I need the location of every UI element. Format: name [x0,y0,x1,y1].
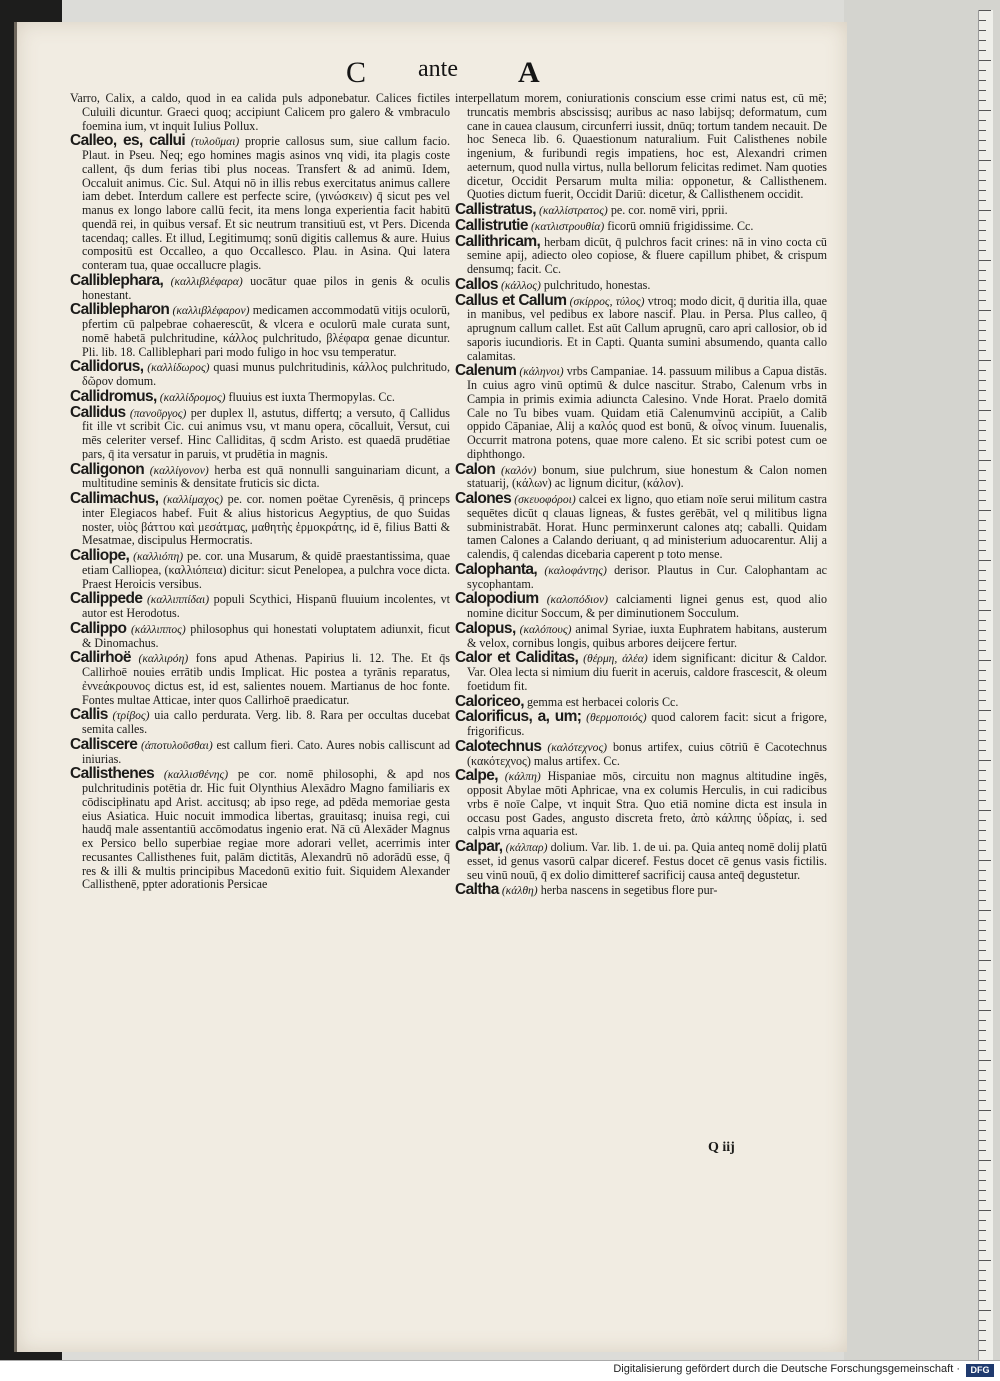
scan-ruler [978,10,993,1360]
definition: derisor. Plautus in Cur. Calophantam ac sycophantam. [467,562,827,591]
greek-equivalent: (τυλοῦμαι) [190,135,240,149]
dictionary-entry [455,883,827,898]
ruler-tick [979,410,991,411]
definition: uocātur quae pilos in genis & oculis honestant. [82,273,450,302]
headword: Callis [70,706,108,724]
ruler-tick [979,540,986,541]
ruler-tick [979,70,986,71]
running-head-center: ante [418,56,458,82]
ruler-tick [979,1100,986,1101]
definition: herbam dicūt, q̄ pulchros facit crines: nā in vino cocta cū semine apij, adiecto oleo copiose, & fluere capillum phibet, & crispum densumq; facit. Cc. [467,234,827,276]
ruler-tick [979,940,986,941]
ruler-tick [979,130,986,131]
ruler-tick [979,1140,986,1141]
greek-equivalent: (καλοπόδιον) [546,593,609,607]
ruler-tick [979,900,986,901]
dictionary-entry [455,492,827,562]
definition: gemma est herbacei coloris Cc. [526,694,679,709]
headword: Caloriceo, [455,692,524,710]
funding-note: Digitalisierung gefördert durch die Deutsche Forschungsgemeinschaft · [613,1363,960,1375]
dictionary-entry [455,460,827,492]
ruler-tick [979,120,986,121]
ruler-tick [979,1080,986,1081]
running-head-left: C [346,56,367,89]
ruler-tick [979,1090,986,1091]
ruler-tick [979,100,986,101]
definition: quasi munus pulchritudinis, κάλλος pulchritudo, δῶρον domum. [82,360,450,388]
ruler-tick [979,350,986,351]
ruler-tick [979,1270,986,1271]
ruler-tick [979,730,986,731]
definition: animal Syriae, iuxta Euphratem habitans, austerum & velox, cornibus longis, quibus arbores deijcere fertur. [467,621,827,650]
ruler-tick [979,450,986,451]
dictionary-entry [455,710,827,739]
dictionary-entry [70,134,450,273]
definition: Hispaniae mōs, circuitu non magnus altitudine ingēs, opposit Abylae mōti Aphricae, vna ex columis Herculis, in cui radicibus vrbs ē noīe Calpe, vt inquit Stra. Quo etiā nomine dicta est insula in occasu post Gades, angusto discreta freto, ἀπὸ κάλπης ὑδρίας, i. sed calpis vrna aquaria est. [467,769,828,839]
ruler-tick [979,470,986,471]
ruler-tick [979,50,986,51]
ruler-tick [979,300,986,301]
ruler-tick [979,1010,991,1011]
ruler-tick [979,790,986,791]
ruler-tick [979,1040,986,1041]
ruler-tick [979,170,986,171]
headword: Callos [455,275,498,293]
dictionary-entry [455,592,827,621]
greek-equivalent: (κάλλιππος) [130,622,186,636]
greek-equivalent: (κάλπη) [504,770,541,784]
headword: Calleo, es, callui [70,132,186,150]
definition: populi Scythici, Hispanū fluuium incolentes, vt autor est Herodotus. [82,592,450,620]
definition: pulchritudo, honestas. [543,277,651,292]
ruler-tick [979,620,986,621]
ruler-tick [979,460,991,461]
definition: vtroq; modo dicit, q̄ duritia illa, quae in manibus, vel pedibus ex labore nascif. Plau. in Persa. Plus calleo, q̄ aprugnum callum callet. Est aūt Callum aprugnū, caro apri callosior, ob id saporis iucundioris. Et in Capti. Quanta sumini absumendo, quanta callo calamitas. [467,293,827,363]
ruler-tick [979,920,986,921]
signature-mark: Q iij [708,1140,735,1155]
ruler-tick [979,150,986,151]
dictionary-entry [70,271,450,303]
ruler-tick [979,640,986,641]
greek-equivalent: (καλλιβλέφαρον) [172,304,250,318]
ruler-tick [979,40,986,41]
ruler-tick [979,400,986,401]
ruler-tick [979,160,991,161]
dictionary-entry [70,767,450,892]
dictionary-entry [455,619,827,651]
ruler-tick [979,320,986,321]
ruler-tick [979,330,986,331]
headword: Callistrutie [455,216,528,234]
headword: Calones [455,490,512,507]
dictionary-entry [70,735,450,767]
ruler-tick [979,220,986,221]
ruler-tick [979,660,991,661]
ruler-tick [979,440,986,441]
dictionary-entry [70,92,450,133]
ruler-tick [979,1060,991,1061]
greek-equivalent: (σκίρρος, τύλος) [569,294,645,308]
ruler-tick [979,610,991,611]
ruler-tick [979,960,991,961]
ruler-tick [979,1260,991,1261]
ruler-tick [979,530,986,531]
ruler-tick [979,930,986,931]
ruler-tick [979,550,986,551]
dictionary-entry [70,549,450,591]
ruler-tick [979,1340,986,1341]
headword: Calliscere [70,735,138,753]
greek-equivalent: (πανοῦργος) [129,406,187,420]
dictionary-entry [70,460,450,492]
dictionary-entry [455,216,827,234]
ruler-tick [979,680,986,681]
definition: herba est quā nonnulli sanguinariam dicunt, a multitudine seminis & densitate fruticis sic dicta. [82,462,450,491]
dictionary-entry [70,708,450,737]
footer-bar [0,1360,1000,1381]
greek-equivalent: (καλλίγονον) [149,463,209,477]
ruler-tick [979,390,986,391]
greek-equivalent: (κατλιστρουθία) [530,219,605,233]
greek-equivalent: (θερμοποιός) [586,711,647,725]
greek-equivalent: (κάλπαρ) [505,841,548,854]
headword: Calorificus, a, um; [455,708,582,726]
greek-equivalent: (θέρμη, ἀλέα) [583,652,648,666]
ruler-tick [979,780,986,781]
ruler-tick [979,770,986,771]
dictionary-entry [455,364,827,461]
ruler-tick [979,1120,986,1121]
headword: Callidorus, [70,358,144,376]
ruler-tick [979,1110,991,1111]
headword: Callisthenes [70,765,155,783]
ruler-tick [979,800,986,801]
headword: Callidus [70,403,126,421]
greek-equivalent: (καλλίδωρος) [147,361,210,375]
definition: medicamen accommodatū vitijs oculorū, pfertim cū palpebrae cohaerescūt, & vlcera e oculorū male curata sunt, nomē habetā pulchritudine, κάλλος pulchritudo, βλέφαρα genae dicuntur. Pli. lib. 18. Calliblephari pari modo fuligo in hoc vsu temperatur. [82,303,450,359]
ruler-tick [979,140,986,141]
dictionary-entry [455,92,827,202]
ruler-tick [979,280,986,281]
ruler-tick [979,810,991,811]
ruler-tick [979,10,991,11]
ruler-tick [979,230,986,231]
ruler-tick [979,760,991,761]
dictionary-entry [455,692,827,710]
dictionary-entry [455,560,827,592]
ruler-tick [979,510,991,511]
dfg-logo: DFG [966,1364,994,1377]
ruler-tick [979,670,986,671]
dictionary-entry [70,619,451,651]
dictionary-entry [70,387,450,405]
ruler-tick [979,850,986,851]
dictionary-entry [70,303,450,359]
ruler-tick [979,250,986,251]
definition: interpellatum morem, coniurationis conscium esse crimi natus est, cū mē; truncatis membris abscissisq; auribus ac naso labijsq; deformatum, cum cane in cauea clausum, circunferri iussit, dnūq; tortum tandem necauit. De hoc Seneca lib. 6. Quaestionum naturalium. Fuit Calisthenes nobile ingenium, & furibundi regis impatiens, hoc est, Alexandri crimen aeternum, quod nulla virtus, nulla bellorum felicitas redimet. Nam quoties dicetur, Occidit Persarum multa milia: opponetur, & Callisthenem. Quoties dictum fuerit, Occidit Dariū: dicetur, & Callisthenem occidit. [455,91,827,202]
ruler-tick [979,1290,986,1291]
greek-equivalent: (τρίβος) [112,709,150,723]
ruler-tick [979,1030,986,1031]
ruler-tick [979,1190,986,1191]
ruler-tick [979,180,986,181]
definition: uia callo perdurata. Verg. lib. 8. Rara per occultas ducebat semita calles. [82,708,450,736]
definition: ficorū omniū frigidissime. Cc. [607,218,754,233]
ruler-tick [979,750,986,751]
dictionary-entry [455,769,827,839]
ruler-tick [979,1170,986,1171]
dictionary-entry [70,592,450,621]
definition: Varro, Calix, a caldo, quod in ea calida puls adponebatur. Calices fictiles Culuili dicuntur. Graeci quoq; accipiunt Calicem pro galero & vmbraculo foemina ium, vt inquit Iulius Pollux. [70,91,450,133]
greek-equivalent: (ἀποτυλοῦσθαι) [140,738,213,752]
headword: Calenum [455,362,517,380]
greek-equivalent: (καλλιόπη) [133,550,184,563]
headword: Callus et Callum [455,291,567,309]
definition: fons apud Athenas. Papirius li. 12. The. Et q̄s Callirhoē nouies errātib undis Implicat. Hic postea a tyrānis reparatus, ἐννεάκρουνος dictus est, id est, salientes nouem. Martianus de hoc fonte. Fontes multae Atticae, inter quos Callirhoē praedicatur. [82,651,450,707]
ruler-tick [979,560,991,561]
ruler-tick [979,80,986,81]
headword: Caltha [455,881,499,899]
ruler-tick [979,1000,986,1001]
ruler-tick [979,740,986,741]
definition: pe. cor. nomen poëtae Cyrenēsis, q̄ princeps inter Elegiacos habef. Fuit & alius historicus Aegyptius, de quo Suidas noster, υἱὸς βάττου καὶ μεσάτμας, μαθητὴς ἑρμοκράτης, id ē, filius Batti & Mesatmae, discipulus Hermocratis. [82,492,450,548]
headword: Callithricam, [455,232,541,250]
ruler-tick [979,490,986,491]
ruler-tick [979,1330,986,1331]
ruler-tick [979,340,986,341]
ruler-tick [979,430,986,431]
ruler-tick [979,980,986,981]
greek-equivalent: (καλότεχνος) [547,740,608,754]
ruler-tick [979,970,986,971]
definition: quod calorem facit: sicut a frigore, frigorificus. [467,710,827,738]
ruler-tick [979,310,991,311]
headword: Calliblepharon [70,301,170,319]
ruler-tick [979,1230,986,1231]
headword: Calligonon [70,460,145,478]
dictionary-entry [455,203,827,218]
ruler-tick [979,1240,986,1241]
ruler-tick [979,890,986,891]
ruler-tick [979,1210,991,1211]
ruler-tick [979,380,986,381]
ruler-tick [979,290,986,291]
ruler-tick [979,270,986,271]
greek-equivalent: (καλλιβλέφαρα) [170,274,243,288]
ruler-tick [979,690,986,691]
dictionary-entry [455,275,827,293]
definition: vrbs Campaniae. 14. passuum milibus a Capua distās. In cuius agro vinū optimū & dulce nascitur. Strabo, Calenum vrbs in Campia in primis eximia adiuncta Calesino. Vnde Horat. Praelo domitā Cale no Tu bibes vuam. Quidam etiā Calenumvinū accipiūt, a Calib oppido Cāpaniae, Alij a καλός quod est bonū, & οἶνος vinum. Iuuenalis, Occurrit matrona potens, quae more caleno. Et sic scribi potest cum oe diphthongo. [467,364,828,461]
definition: fluuius est iuxta Thermopylas. Cc. [228,389,395,404]
ruler-tick [979,1130,986,1131]
ruler-tick [979,710,991,711]
ruler-tick [979,1300,986,1301]
headword: Callippo [70,619,127,637]
ruler-tick [979,360,991,361]
left-column [70,92,450,893]
headword: Calliblephara, [70,271,164,289]
headword: Calliope, [70,547,130,564]
ruler-tick [979,1160,991,1161]
definition: est callum fieri. Cato. Aures nobis calliscunt ad iniurias. [82,737,450,766]
ruler-tick [979,420,986,421]
dictionary-entry [70,360,450,389]
greek-equivalent: (καλλίδρομος) [159,390,226,404]
ruler-tick [979,1070,986,1071]
scan-background-strip [844,0,1000,1360]
dictionary-entry [70,492,450,548]
ruler-tick [979,990,986,991]
dictionary-entry [455,737,827,769]
ruler-tick [979,1050,986,1051]
headword: Calpe, [455,767,498,785]
definition: per duplex ll, astutus, differtq; a versuto, q̄ Callidus fit ille vt scribit Cic. cui animus vsu, vt manu opera, cōcalluit, Versut, cui mēs celeriter versef. Hinc Calliditas, q̄ scdm Aristo. est quaedā prudētiae pars, q̄ ita versatur in paruis, vt prudētia in magnis. [82,405,451,461]
ruler-tick [979,570,986,571]
greek-equivalent: (κάλθη) [501,884,538,898]
ruler-tick [979,1200,986,1201]
ruler-tick [979,370,986,371]
ruler-tick [979,860,991,861]
ruler-tick [979,880,986,881]
ruler-tick [979,1220,986,1221]
greek-equivalent: (σκευοφόροι) [514,493,576,506]
ruler-tick [979,1150,986,1151]
ruler-tick [979,1320,986,1321]
ruler-tick [979,30,986,31]
right-column [455,92,827,899]
headword: Callimachus, [70,490,159,507]
running-head [78,56,818,96]
ruler-tick [979,950,986,951]
greek-equivalent: (καλλιππίδαι) [146,593,210,607]
ruler-tick [979,60,991,61]
headword: Calopus, [455,619,516,637]
headword: Callistratus, [455,201,536,218]
ruler-tick [979,190,986,191]
definition: calcei ex ligno, quo etiam noīe serui militum castra sequētes dicūt q clauas ligneas, & fustes gerēbāt, vel q militibus ligna subministrabāt. Horat. Hunc perminxerunt calones atq; caballi. Quidam tamen Calones a Calando deriuant, q ad ministerium aduocarentur. Alij a calendis, q̄ calendas dicebaria caperent p toto mense. [467,492,827,561]
headword: Callirhoë [70,649,131,667]
definition: idem significant: dicitur & Caldor. Var. Olea lecta si nimium diu fuerit in aceruis, caldore frascescit, & oleum foetidum fit. [467,651,827,693]
dictionary-entry [455,291,827,364]
ruler-tick [979,1280,986,1281]
greek-equivalent: (καλόπους) [519,622,572,636]
headword: Calophanta, [455,560,538,578]
definition: calciamenti lignei genus est, quod alio nomine dicitur Soccum, & per diminutionem Socculum. [467,592,828,620]
greek-equivalent: (κάληνοι) [519,365,564,379]
headword: Callidromus, [70,387,157,405]
definition: bonum, siue pulchrum, siue honestum & Calon nomen statuarij, (κάλων) ac lignum dicitur, (κάλον). [467,462,827,491]
definition: philosophus qui honestati voluptatem adiunxit, ficut & Dinomachus. [82,621,451,650]
ruler-tick [979,200,986,201]
ruler-tick [979,260,991,261]
ruler-tick [979,650,986,651]
dictionary-entry [455,232,827,277]
headword: Calon [455,460,496,478]
greek-equivalent: (καλοφάντης) [544,563,607,577]
greek-equivalent: (καλόν) [501,463,537,477]
greek-equivalent: (καλλισθένης) [163,768,229,782]
headword: Calor et Caliditas, [455,649,579,667]
ruler-tick [979,240,986,241]
ruler-tick [979,500,986,501]
ruler-tick [979,910,991,911]
ruler-tick [979,830,986,831]
definition: pe. cor. una Musarum, & quidē praestantissima, quae etiam Calliopea, (καλλιόπεια) dicitur: sicut Penelopea, a pulchra voce dicta. Praest Heroicis versibus. [82,549,450,591]
headword: Calpar, [455,838,503,855]
headword: Calotechnus [455,737,542,755]
ruler-tick [979,1180,986,1181]
ruler-tick [979,600,986,601]
greek-equivalent: (καλλιρόη) [138,652,189,666]
ruler-tick [979,1350,986,1351]
definition: bonus artifex, cuius cōtriū ē Cacotechnus (κακότεχνος) malus artifex. Cc. [467,739,827,768]
ruler-tick [979,820,986,821]
ruler-tick [979,700,986,701]
ruler-tick [979,630,986,631]
dictionary-entry [70,651,450,707]
running-head-right: A [518,56,540,89]
ruler-tick [979,480,986,481]
ruler-tick [979,20,986,21]
definition: herba nascens in segetibus flore pur- [540,883,718,898]
ruler-tick [979,870,986,871]
headword: Calopodium [455,590,539,608]
greek-equivalent: (καλλίστρατος) [538,204,608,217]
ruler-tick [979,1310,991,1311]
definition: proprie callosus sum, siue callum facio. Plaut. in Pseu. Neq; ego homines magis asinos vnq vidi, ita plagis coste callent, q̄s dum ferias tibi plus noceas. Transfert & ad animū. Idem, Occaluit animus. Cic. Sul. Atqui nō in illis rebus exercitatus animus callere iam debet. Interdum callere est perfecte scire, (γινώσκειν) q̄ sicut pes vel manus ex longo labore callū fecit, ita mens longa experientia facit habitū quendā rei, in quibus versaf. Et sic neutrum transitiuū est, vt Pers. Dicenda tacendaq; calles. Et illud, Legitimumq; sonū digitis callemus & aure. Huius compositū est Occalleo, a quo Occallesco. Plau. in Asina. Qui latera conteram tua, quae occallucre plagis. [82,134,451,272]
ruler-tick [979,520,986,521]
dictionary-entry [70,403,451,462]
ruler-tick [979,1250,986,1251]
definition: dolium. Var. lib. 1. de ui. pa. Quia anteq nomē dolij platū esset, id genus vasorū calpar diceref. Festus docet cē genus vasis fictilis. seu vinū nouū, q̄ ex dolio dimitteref sacrificij causa anteq̄ degustetur. [467,840,827,882]
headword: Callippede [70,590,143,608]
ruler-tick [979,720,986,721]
ruler-tick [979,110,991,111]
ruler-tick [979,210,991,211]
ruler-tick [979,840,986,841]
ruler-tick [979,580,986,581]
dictionary-entry [455,840,827,882]
definition: pe cor. nomē philosophi, & apd nos pulchritudinis potētia dr. Hic fuit Olynthius Alexādro Magno familiaris ex cōdiscipłinatu apd Arist. accitusq; ab ipso rege, ad pdēda memoriae gesta eius Asiatica. Huic nocuit immodica libertas, grauitasq; inuisa regi, cui haudq̄ male assentantiū accōmodatus ingenio erat. Nā cū Alexāder Magnus ex Persico bello superbiae regiae more adorari vellet, acerrimis inter recusantes Callisthenes fuit, palām dictitās, Alexandrū nō adorādū esse, q̄ res & illi & multis principibus Macedonū exitio fuit. Siquidem Alexander Callisthenē, ppter adorationis Persicae [82,767,451,892]
ruler-tick [979,1020,986,1021]
definition: pe. cor. nomē viri, pprii. [610,203,728,217]
dictionary-entry [455,651,827,693]
greek-equivalent: (καλλίμαχος) [163,493,223,506]
ruler-tick [979,590,986,591]
ruler-tick [979,90,986,91]
greek-equivalent: (κάλλος) [500,278,541,292]
